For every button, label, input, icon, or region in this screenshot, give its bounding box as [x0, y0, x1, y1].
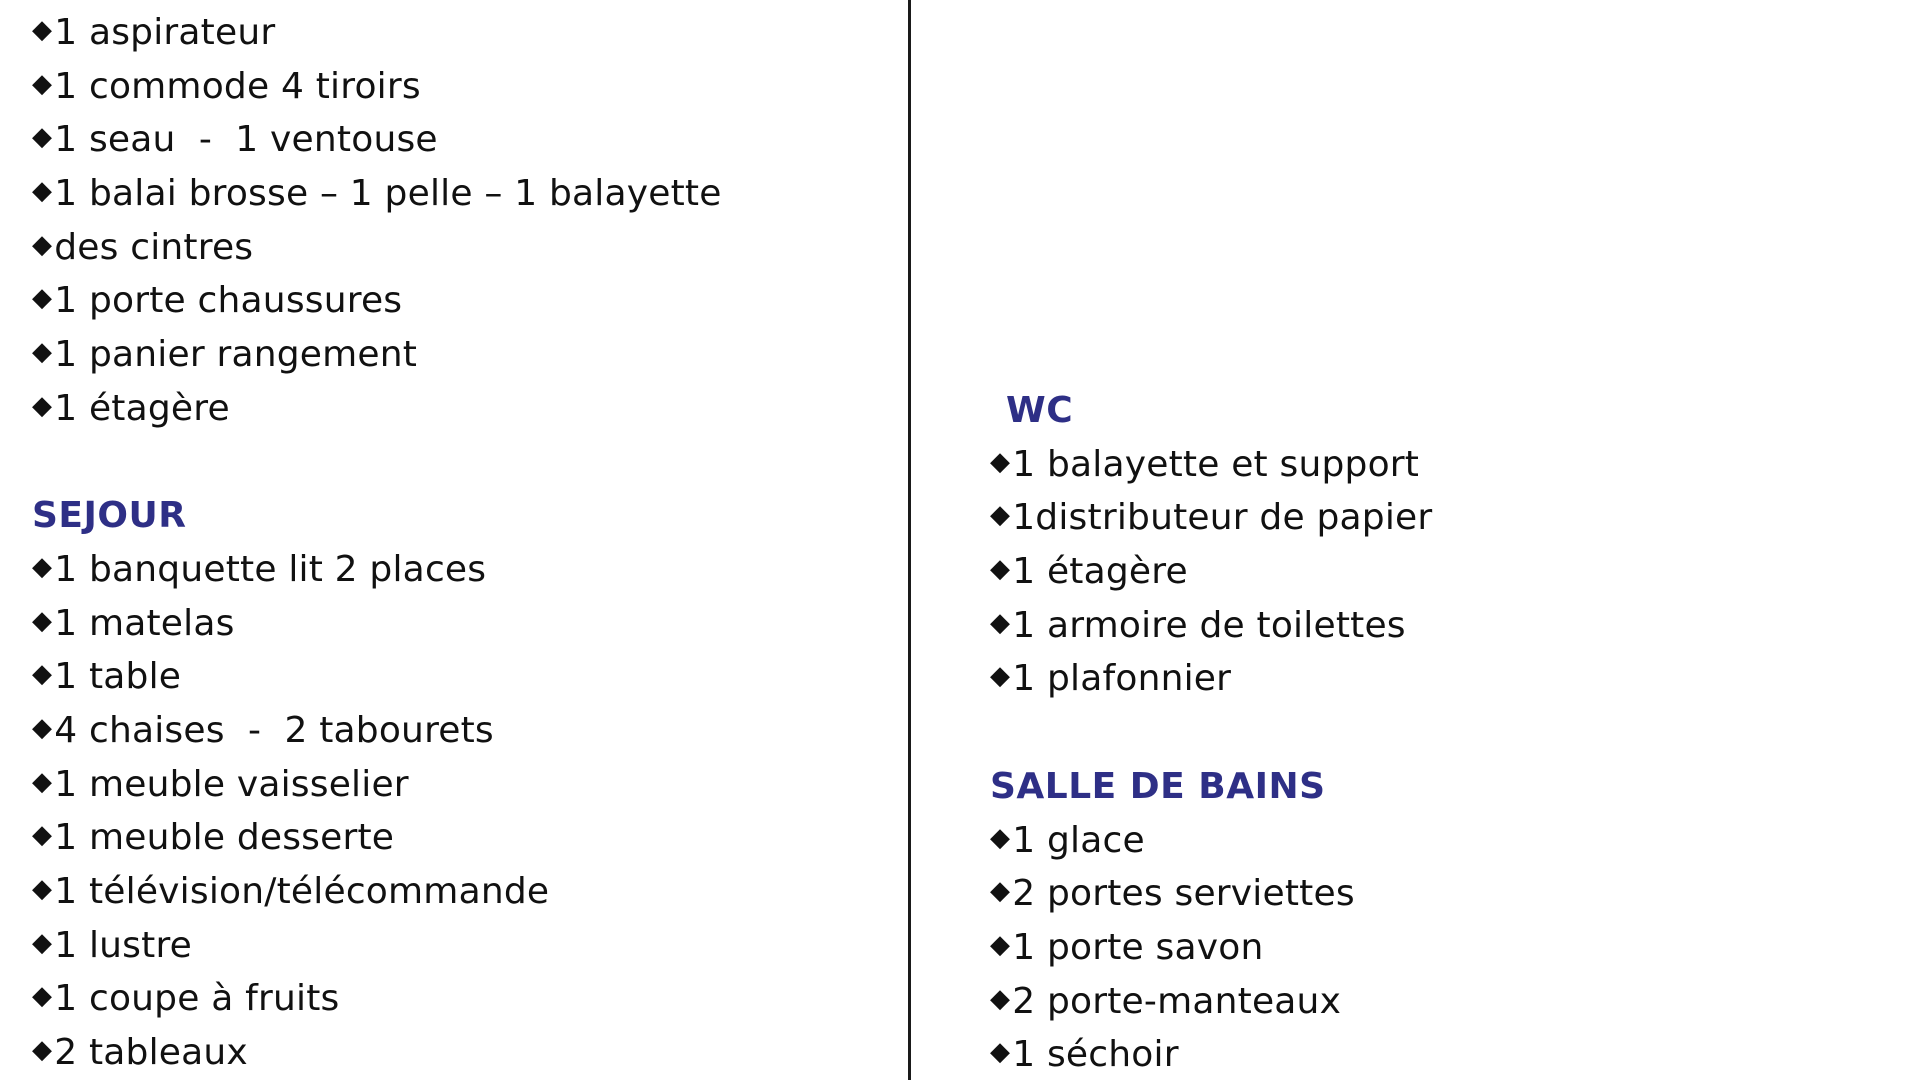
list-item	[32, 972, 722, 1026]
bullet-icon: ◆	[32, 659, 53, 690]
list-item-text: 1 seau - 1 ventouse	[54, 119, 438, 161]
section-heading-salle-de-bains: SALLE DE BAINS	[990, 765, 1326, 807]
list-item	[32, 919, 722, 973]
list-item-text: 1 glace	[1012, 819, 1145, 861]
list-item	[990, 975, 1432, 1029]
list-item-text: 2 porte-manteaux	[1012, 980, 1342, 1022]
list-item-text: 1 aspirateur	[54, 12, 276, 53]
bullet-icon: ◆	[32, 820, 53, 851]
list-item	[990, 1028, 1432, 1080]
bullet-icon: ◆	[990, 661, 1011, 692]
list-item	[990, 599, 1432, 653]
bullet-icon: ◆	[990, 607, 1011, 638]
list-item	[32, 1026, 722, 1080]
list-item-text: 1 commode 4 tiroirs	[54, 65, 421, 107]
bullet-icon: ◆	[32, 15, 53, 45]
list-item-text: 1 télévision/télécommande	[54, 871, 550, 912]
list-item-text: 2 tableaux	[54, 1032, 248, 1074]
list-item	[32, 543, 722, 597]
salle-de-bains-list	[990, 814, 1432, 1080]
bullet-icon: ◆	[990, 876, 1011, 907]
bullet-icon: ◆	[32, 605, 53, 636]
bullet-icon: ◆	[32, 176, 53, 207]
list-item-text: 1 matelas	[54, 602, 235, 644]
list-item-text: 1 meuble vaisselier	[54, 763, 409, 805]
list-item-text: 4 chaises - 2 tabourets	[54, 709, 494, 751]
list-item	[32, 650, 722, 704]
misc-list	[32, 6, 722, 436]
bullet-icon: ◆	[990, 983, 1011, 1014]
list-item	[32, 382, 722, 436]
bullet-icon: ◆	[32, 229, 53, 260]
section-spacer	[990, 706, 1432, 760]
section-heading-sejour: SEJOUR	[32, 495, 187, 537]
list-item	[32, 597, 722, 651]
list-item-text: 1 panier rangement	[54, 334, 418, 376]
bullet-icon: ◆	[32, 68, 53, 99]
bullet-icon: ◆	[32, 283, 53, 314]
list-item-text: 1 balai brosse – 1 pelle – 1 balayette	[54, 173, 722, 215]
bullet-icon: ◆	[990, 500, 1011, 531]
list-item-text: 1 coupe à fruits	[54, 978, 340, 1020]
list-item	[32, 274, 722, 328]
bullet-icon: ◆	[32, 1035, 53, 1066]
bullet-icon: ◆	[32, 766, 53, 797]
bullet-icon: ◆	[32, 337, 53, 368]
section-spacer	[32, 436, 722, 490]
list-item-text: 1 banquette lit 2 places	[54, 548, 487, 590]
list-item-text: 1 balayette et support	[1012, 443, 1420, 485]
bullet-icon: ◆	[32, 981, 53, 1012]
list-item	[32, 6, 722, 60]
list-item-text: 1 armoire de toilettes	[1012, 604, 1406, 646]
left-column	[32, 6, 722, 1080]
list-item-text: 1 séchoir	[1012, 1034, 1179, 1076]
list-item-text: 1 plafonnier	[1012, 658, 1232, 700]
section-heading-wc: WC	[1006, 390, 1074, 431]
list-item-text: 1 étagère	[1012, 551, 1188, 593]
bullet-icon: ◆	[32, 874, 53, 904]
list-item	[990, 921, 1432, 975]
bullet-icon: ◆	[990, 1037, 1011, 1068]
list-item	[32, 60, 722, 114]
list-item	[32, 221, 722, 275]
bullet-icon: ◆	[32, 390, 53, 421]
list-item	[32, 328, 722, 382]
list-item-text: 1 table	[54, 656, 182, 698]
list-item	[32, 811, 722, 865]
bullet-icon: ◆	[990, 822, 1011, 853]
list-item-text: 1 porte savon	[1012, 926, 1264, 968]
bullet-icon: ◆	[990, 446, 1011, 477]
list-item-text: 2 portes serviettes	[1012, 873, 1355, 915]
list-item-text: 1 meuble desserte	[54, 817, 395, 859]
list-item-text: 1 porte chaussures	[54, 280, 403, 322]
list-item-text: 1 lustre	[54, 924, 192, 966]
wc-list	[990, 438, 1432, 706]
bullet-icon: ◆	[990, 929, 1011, 960]
list-item	[32, 758, 722, 812]
bullet-icon: ◆	[32, 122, 53, 153]
list-item-text: des cintres	[54, 226, 254, 268]
list-item	[990, 545, 1432, 599]
list-item	[990, 652, 1432, 706]
list-item-text: 1 étagère	[54, 387, 230, 429]
list-item	[990, 867, 1432, 921]
list-item	[990, 814, 1432, 868]
list-item	[990, 438, 1432, 492]
right-column	[990, 384, 1432, 1080]
column-divider	[908, 0, 911, 1080]
list-item	[990, 491, 1432, 545]
list-item	[32, 113, 722, 167]
bullet-icon: ◆	[32, 927, 53, 958]
list-item	[32, 865, 722, 919]
bullet-icon: ◆	[32, 712, 53, 743]
sejour-list	[32, 543, 722, 1080]
bullet-icon: ◆	[990, 554, 1011, 585]
list-item	[32, 167, 722, 221]
bullet-icon: ◆	[32, 551, 53, 582]
list-item-text: 1distributeur de papier	[1012, 497, 1433, 539]
list-item	[32, 704, 722, 758]
